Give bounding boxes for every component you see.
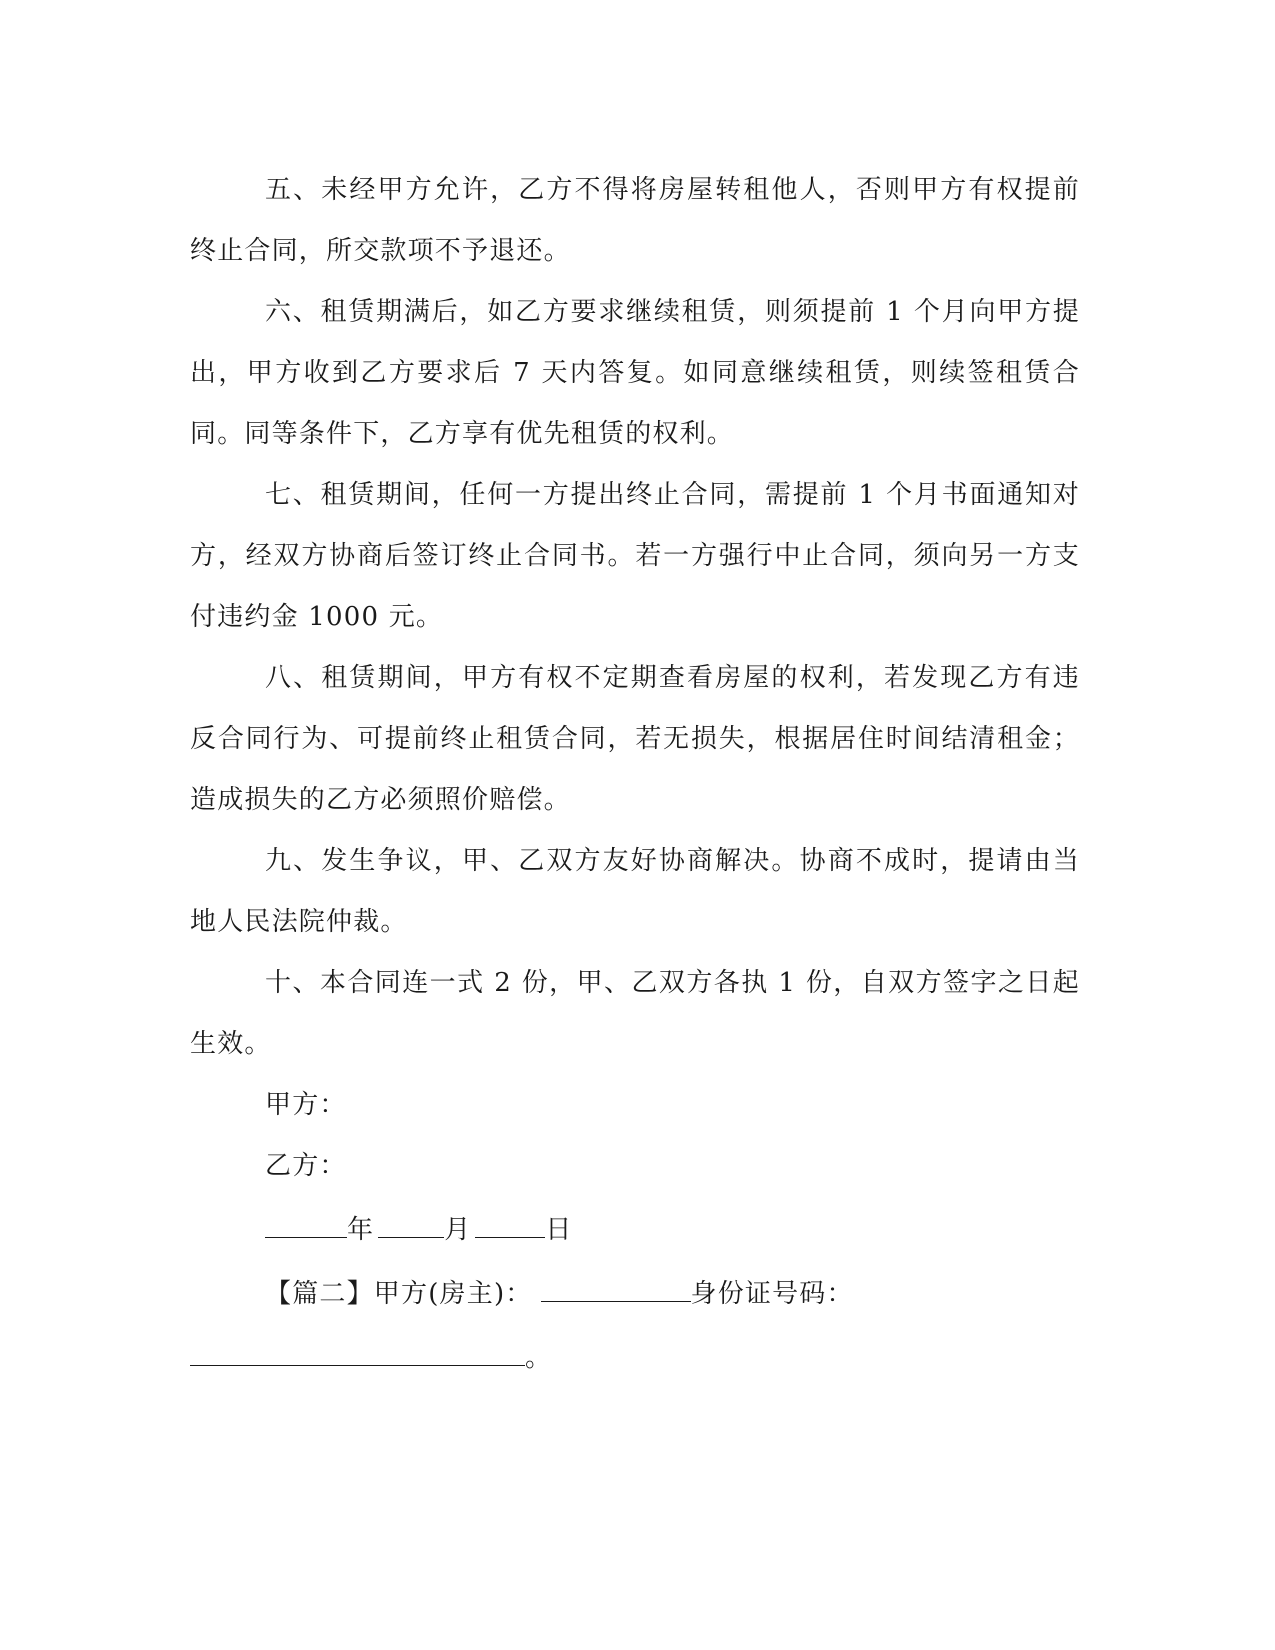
- year-label: 年: [347, 1215, 375, 1245]
- clause-ten: 十、本合同连一式 2 份，甲、乙双方各执 1 份，自双方签字之日起生效。: [190, 968, 1080, 1059]
- contract-body: [190, 160, 1080, 1389]
- day-label: 日: [545, 1215, 573, 1245]
- clause-seven: 七、租赁期间，任何一方提出终止合同，需提前 1 个月书面通知对方，经双方协商后签订终止合同书。若一方强行中止合同，须向另一方支付违约金 1000 元。: [190, 480, 1080, 632]
- party-a-signature: [190, 1075, 1080, 1136]
- month-blank: [378, 1197, 444, 1238]
- clause-nine: 九、发生争议，甲、乙双方友好协商解决。协商不成时，提请由当地人民法院仲裁。: [190, 846, 1080, 937]
- clause-five: 五、未经甲方允许，乙方不得将房屋转租他人，否则甲方有权提前终止合同，所交款项不予退还。: [190, 175, 1080, 266]
- part-two-heading: [190, 1261, 1080, 1325]
- signature-date: [190, 1197, 1080, 1261]
- party-b-signature: [190, 1136, 1080, 1197]
- clause-six: 六、租赁期满后，如乙方要求继续租赁，则须提前 1 个月向甲方提出，甲方收到乙方要求后 7 天内答复。如同意继续租赁，则续签租赁合同。同等条件下，乙方享有优先租赁的权利。: [190, 297, 1080, 449]
- day-blank: [475, 1197, 545, 1238]
- id-number-line: [190, 1325, 1080, 1389]
- landlord-name-blank: [541, 1261, 691, 1302]
- end-mark: 。: [525, 1343, 553, 1373]
- month-label: 月: [444, 1215, 472, 1245]
- id-number-blank: [190, 1325, 525, 1366]
- party-a-label: 甲方：: [265, 1090, 347, 1120]
- id-number-label: 身份证号码：: [690, 1279, 854, 1309]
- party-b-label: 乙方：: [265, 1151, 347, 1181]
- part-two-title: 【篇二】甲方(房主)：: [265, 1279, 533, 1309]
- year-blank: [265, 1197, 347, 1238]
- clause-eight: 八、租赁期间，甲方有权不定期查看房屋的权利，若发现乙方有违反合同行为、可提前终止租赁合同，若无损失，根据居住时间结清租金；造成损失的乙方必须照价赔偿。: [190, 663, 1080, 815]
